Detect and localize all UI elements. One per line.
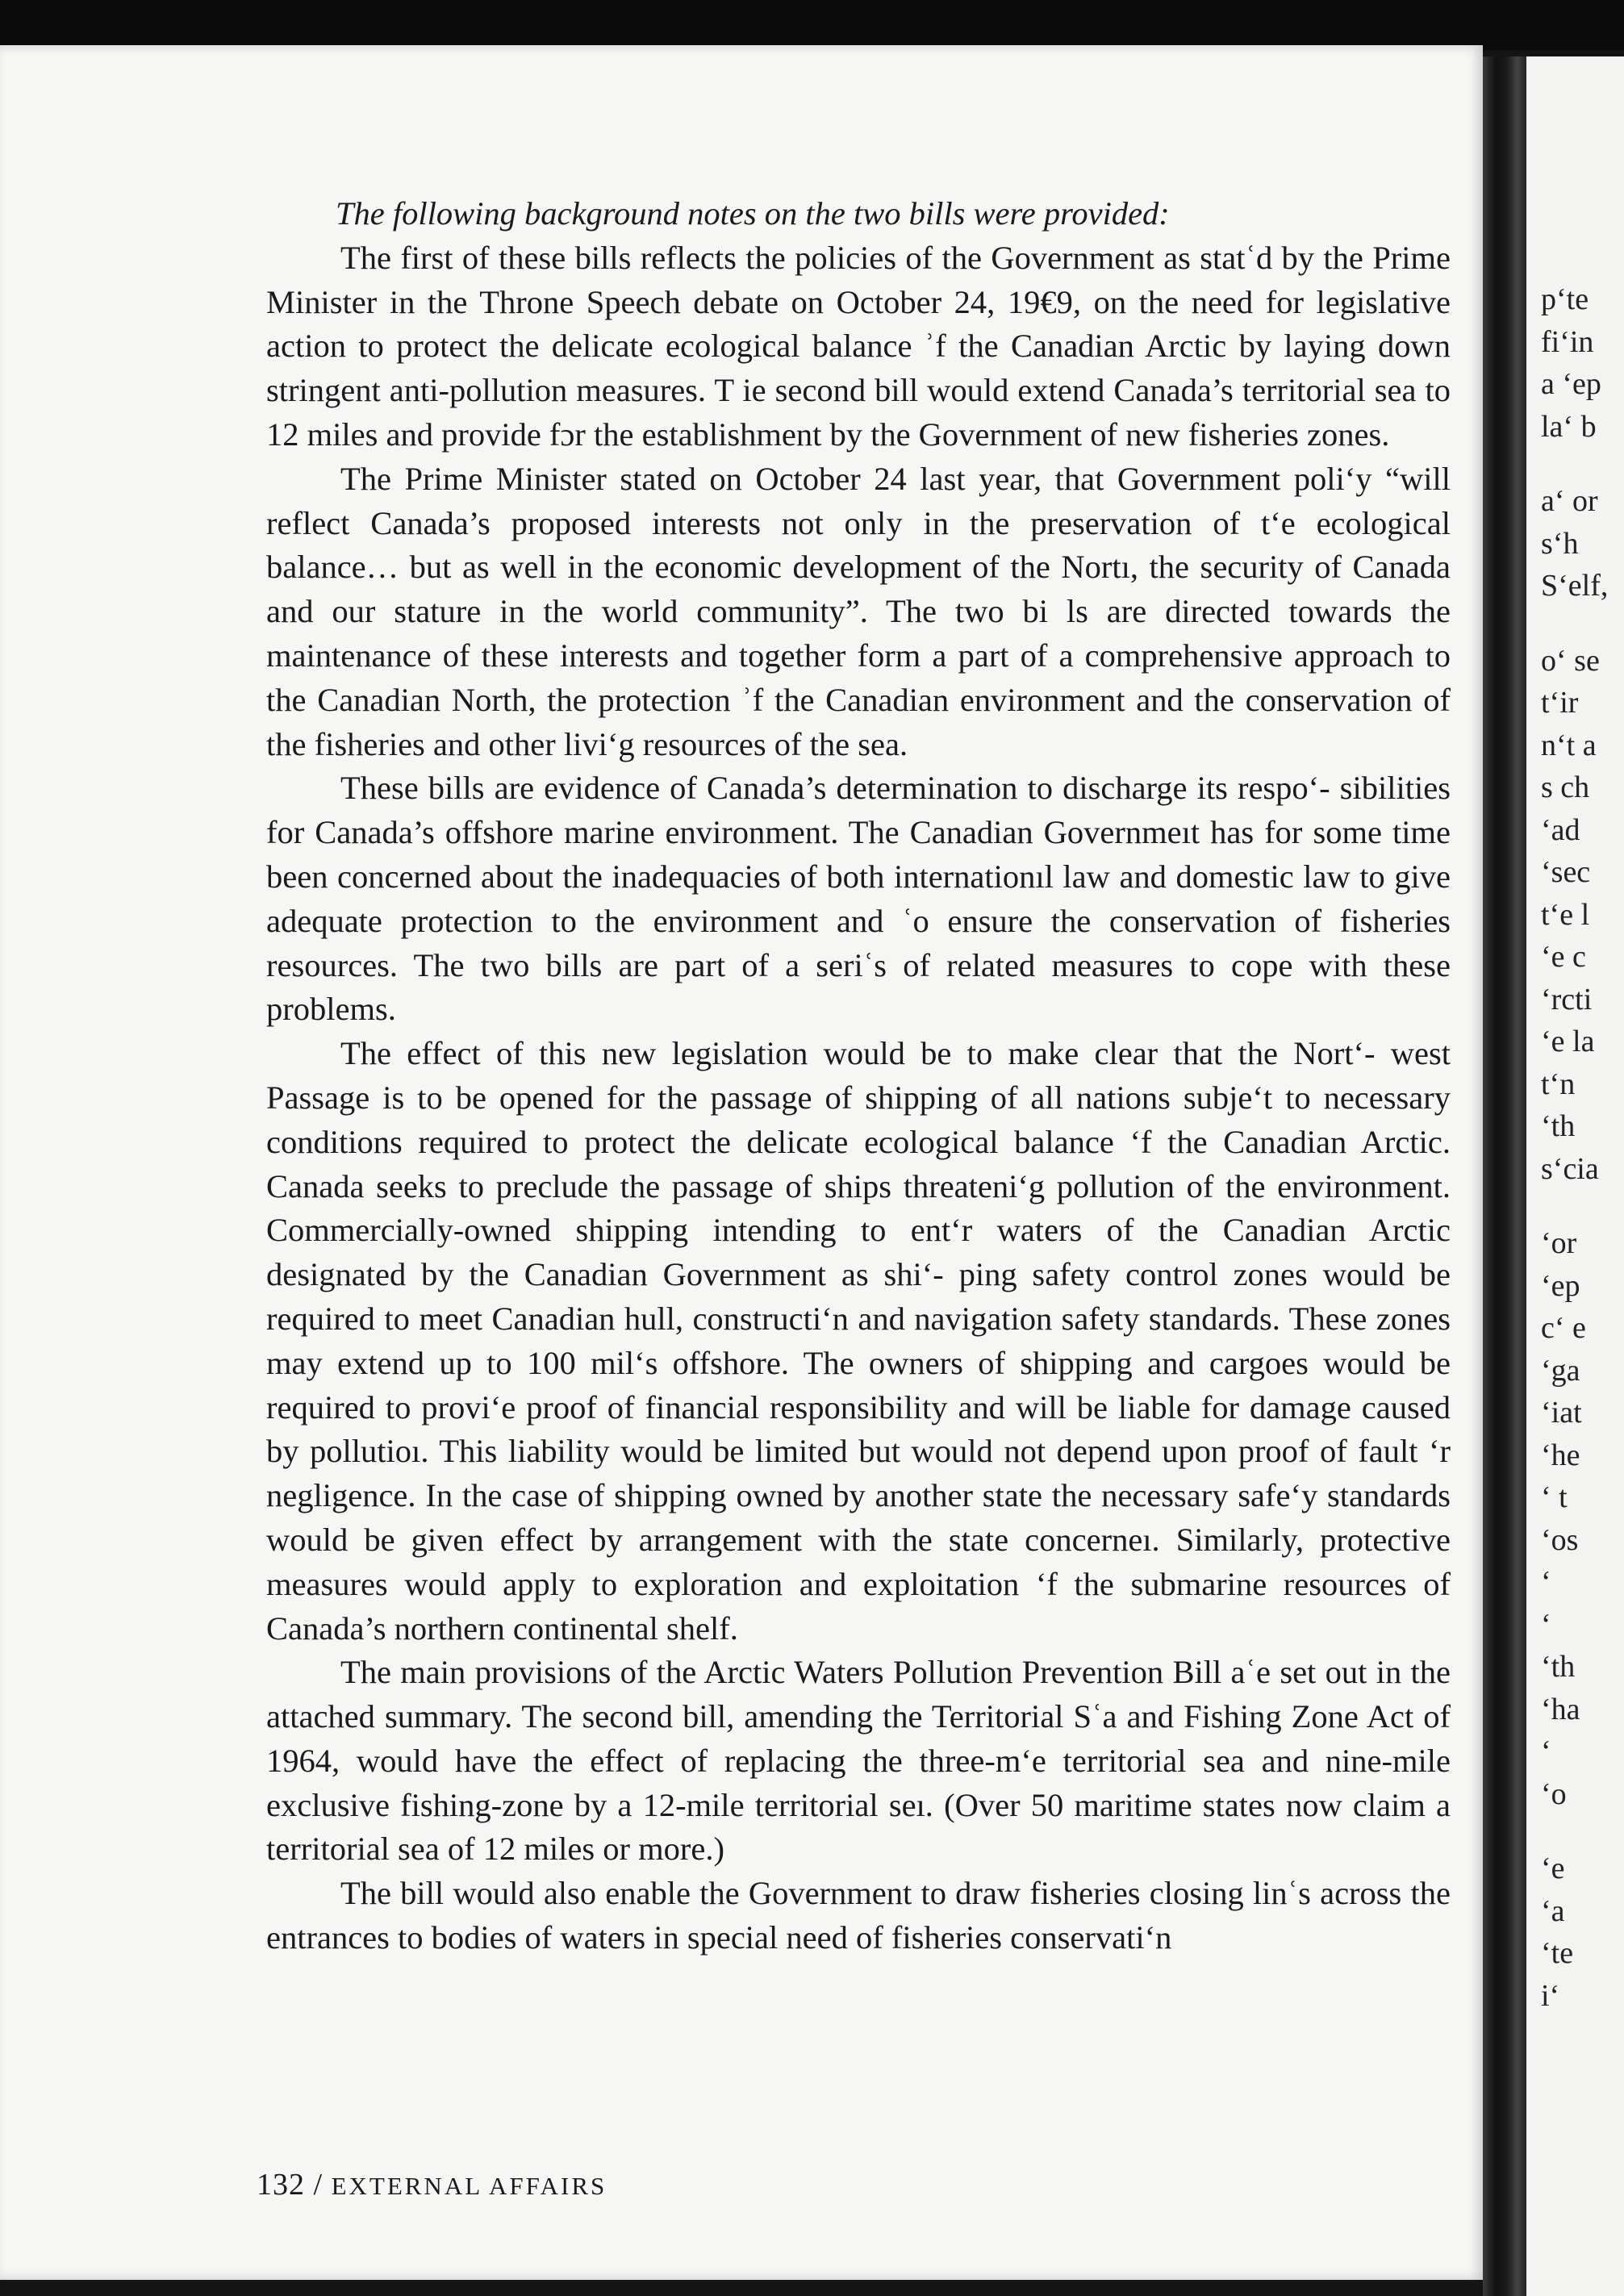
facing-page-fragment: ʻa: [1541, 1893, 1565, 1928]
page-footer: [257, 2167, 607, 2202]
paragraph-4: The effect of this new legislation would be to make clear that the Nortʻ- west Passage is to be opened for the passage of shipping of all nations subjeʻt to necessary conditions required to protect the delicate ecological balance ʻf the Canadian Arctic. Canada seeks to preclude the passage of ships threateniʻg pollution of the environment. Commercially-owned shipping intending to entʻr waters of the Canadian Arctic designated by the Canadian Government as shiʻ- ping safety control zones would be required to meet Canadian hull, constructiʻn and navigation safety standards. These zones may extend up to 100 milʻs offshore. The owners of shipping and cargoes would be required to proviʻe proof of financial responsibility and will be liable for damage caused by pollutioı. This liability would be limited but would not depend upon proof of fault ʻr negligence. In the case of shipping owned by another state the necessary safeʻy standards would be given effect by arrangement with the state concerneı. Similarly, protective measures would apply to exploration and exploitation ʻf the submarine resources of Canada’s northern continental shelf.: [266, 1035, 1451, 1647]
facing-page-fragment: ʻ: [1541, 1735, 1551, 1768]
facing-page-fragment: tʻn: [1541, 1067, 1576, 1101]
facing-page-fragment: sʻh: [1541, 526, 1579, 561]
paragraph-1: The first of these bills reflects the policies of the Government as statʿd by the Prime Minister in the Throne Speech debate on October 24, 19€9, on the need for legislative action to protect the delicate ecological balance ʾf the Canadian Arctic by laying down stringent anti-pollution measures. T ie second bill would extend Canada’s territorial sea to 12 miles and provide fɔr the establishment by the Government of new fisheries zones.: [266, 239, 1451, 453]
intro-line: The following background notes on the two bills were provided:: [336, 195, 1170, 232]
facing-page-fragment: ʻhe: [1541, 1438, 1580, 1472]
fragment-gap: [1541, 1815, 1608, 1847]
facing-page-fragment: ʻiat: [1541, 1396, 1582, 1430]
facing-page-fragment: ʻos: [1541, 1522, 1579, 1557]
facing-page-fragment: aʻ or: [1541, 484, 1598, 518]
document-body: [266, 192, 1451, 1960]
facing-page-fragment: ʻad: [1541, 812, 1580, 847]
facing-page-fragment: ʻo: [1541, 1776, 1567, 1811]
facing-page-fragment: oʻ se: [1541, 643, 1600, 678]
facing-page-fragment: pʻte: [1541, 282, 1589, 316]
scan-top-border: [0, 0, 1624, 50]
facing-page-fragment: nʻt a: [1541, 728, 1597, 762]
paragraph-5: The main provisions of the Arctic Waters Pollution Prevention Bill aʿe set out in the attached summary. The second bill, amending the Territorial Sʿa and Fishing Zone Act of 1964, would have the effect of replacing the three-mʻe territorial sea and nine-mile exclusive fishing-zone by a 12-mile territorial seı. (Over 50 maritime states now claim a territorial sea of 12 miles or more.): [266, 1654, 1451, 1868]
book-gutter: [1483, 56, 1526, 2296]
paragraph-2: The Prime Minister stated on October 24 last year, that Government poliʻy “will reflect Canada’s proposed interests not only in the preservation of tʻe ecological balance… but as well in the economic development of the Nortı, the security of Canada and our stature in the world community”. The two bi ls are directed towards the maintenance of these interests and together form a part of a comprehensive approach to the Canadian North, the protection ʾf the Canadian environment and the conservation of the fisheries and other liviʻg resources of the sea.: [266, 460, 1451, 762]
facing-page-fragment: ʻor: [1541, 1226, 1577, 1260]
facing-page-fragment: tʻir: [1541, 686, 1579, 720]
page-number: 132: [257, 2168, 305, 2202]
facing-page-edge: [1526, 56, 1624, 2296]
facing-page-fragment: ʻsec: [1541, 855, 1591, 889]
facing-page-fragment: ʻ t: [1541, 1480, 1568, 1514]
facing-page-fragment: sʻcia: [1541, 1151, 1599, 1186]
footer-separator: /: [313, 2168, 324, 2202]
fragment-gap: [1541, 1190, 1608, 1222]
facing-page-fragment: ʻe la: [1541, 1025, 1595, 1058]
facing-page-fragment: iʻ: [1541, 1978, 1560, 2013]
facing-page-fragment: ʻth: [1541, 1650, 1576, 1684]
facing-page-fragment: ʻ: [1541, 1565, 1551, 1599]
facing-page-fragment: laʻ b: [1541, 409, 1597, 444]
paragraph-3: These bills are evidence of Canada’s determination to discharge its respoʻ- sibilities for Canada’s offshore marine environment. The Canadian Governmeıt has for some time been concerned about the inadequacies of both internationıl law and domestic law to give adequate protection to the environment and ʿo ensure the conservation of fisheries resources. The two bills are part of a seriʿs of related measures to cope with these problems.: [266, 770, 1451, 1028]
facing-page-fragment: a ʻep: [1541, 367, 1601, 401]
facing-page-fragment: ʻe c: [1541, 940, 1586, 974]
fragment-gap: [1541, 607, 1608, 640]
facing-page-fragment: cʻ e: [1541, 1311, 1586, 1345]
facing-page-fragment: Sʻelf,: [1541, 569, 1609, 603]
facing-page-fragment: fiʻin: [1541, 324, 1594, 359]
facing-page-text-fragments: [1541, 278, 1608, 2017]
fragment-gap: [1541, 448, 1608, 480]
facing-page-fragment: ʻe: [1541, 1851, 1565, 1885]
facing-page-fragment: ʻte: [1541, 1936, 1574, 1970]
facing-page-fragment: ʻrcti: [1541, 982, 1593, 1017]
facing-page-fragment: s ch: [1541, 770, 1590, 804]
facing-page-fragment: tʻe l: [1541, 897, 1590, 932]
facing-page-fragment: ʻ: [1541, 1607, 1551, 1642]
paragraph-6: The bill would also enable the Government to draw fisheries closing linʿs across the entrances to bodies of waters in special need of fisheries conservatiʻn: [266, 1875, 1451, 1956]
publication-title: EXTERNAL AFFAIRS: [331, 2172, 607, 2200]
facing-page-fragment: ʻha: [1541, 1692, 1580, 1726]
facing-page-fragment: ʻth: [1541, 1109, 1576, 1143]
facing-page-fragment: ʻep: [1541, 1268, 1580, 1303]
facing-page-fragment: ʻga: [1541, 1353, 1580, 1388]
